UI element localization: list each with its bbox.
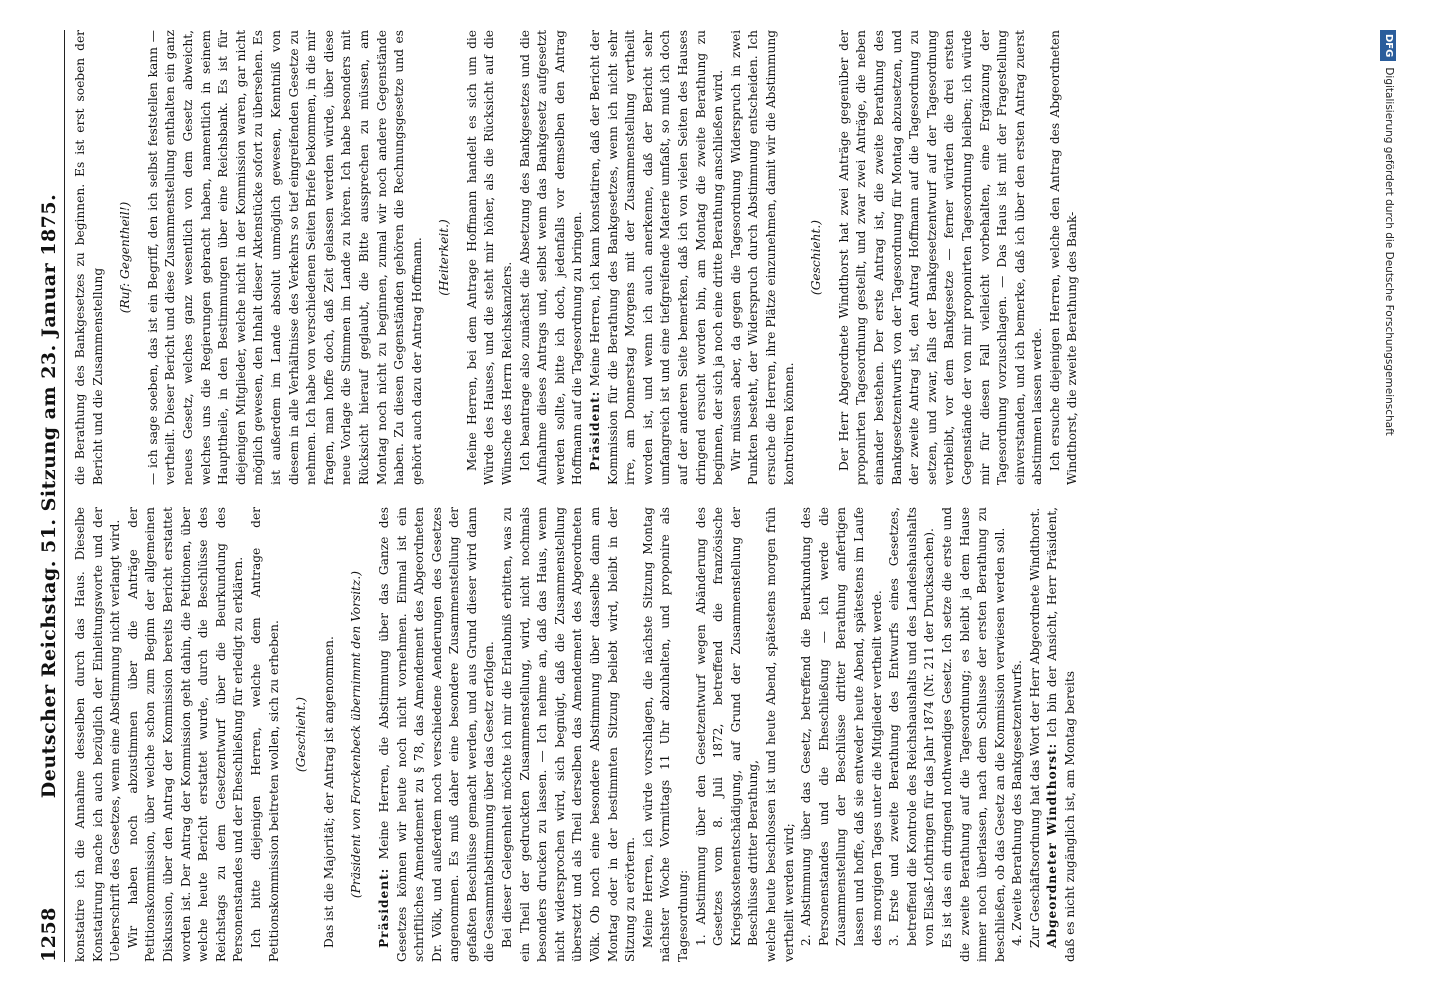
paragraph: Der Herr Abgeordnete Windthorst hat zwei Anträge gegenüber der proponirten Tagesordnung gestellt, und zwar zwei Anträge, die neben einander bestehen. Der erste Antrag ist, die zweite Berathung des Bankgesetzentwurfs von der Tagesordnung für Montag abzusetzen, und der zweite Antrag ist, den Antrag Hoffmann auf die Tagesordnung zu setzen, und zwar, falls der Bankgesetzentwurf auf der Tagesordnung verbleibt, vor dem Bankgesetze — ferner würden die drei ersten Gegenstände der von mir proponirten Tagesordnung bleiben; ich würde mir für diesen Fall vielleicht vorbehalten, eine Ergänzung der Tagesordnung vorzuschlagen. — Das Haus ist mit der Fragestellung einverstanden, und ich bemerke, daß ich über den ersten Antrag zuerst abstimmen lassen werde.	[836, 30, 1045, 485]
paragraph: Ich beantrage also zunächst die Absetzung des Bankgesetzes und die Aufnahme dieses Antrags und, selbst wenn das Bankgesetz aufgesetzt werden sollte, bitte ich doch, jedenfalls vor demselben den Antrag Hoffmann auf die Tagesordnung zu bringen.	[517, 30, 585, 485]
paragraph	[376, 507, 499, 962]
paragraph: Wir müssen aber, da gegen die Tagesordnung Widerspruch in zwei Punkten besteht, der Widerspruch durch Abstimmung entscheiden. Ich ersuche die Herren, ihre Plätze einzunehmen, damit wir die Abstimmung kontroliren können.	[728, 30, 796, 485]
paragraph: konstatire ich die Annahme desselben durch das Haus. Dieselbe Konstatirung mache ich auch bezüglich der Einleitungsworte und der Ueberschrift des Gesetzes, wenn eine Abstimmung nicht verlangt wird.	[73, 507, 123, 962]
agenda-item: 1. Abstimmung über den Gesetzentwurf wegen Abänderung des Gesetzes vom 8. Juli 1872, betreffend die französische Kriegskostenentschädigung, auf Grund der Zusammenstellung der Beschlüsse dritter Berathung,	[693, 507, 761, 946]
paragraph: Wir haben noch abzustimmen über die Anträge der Petitionskommission, über welche schon zum Beginn der allgemeinen Diskussion, über den Antrag der Kommission bereits Bericht erstattet worden ist. Der Antrag der Kommission geht dahin, die Petitionen, über welche heute Bericht erstattet wurde, durch die Beschlüsse des Reichstags zu dem Gesetzentwurf über die Beurkundung des Personenstandes und der Eheschließung für erledigt zu erklären.	[125, 507, 246, 962]
paragraph: die Berathung des Bankgesetzes zu beginnen. Es ist erst soeben der Bericht und die Zusammenstellung	[73, 30, 105, 485]
paragraph: Zur Geschäftsordnung hat das Wort der Herr Abgeordnete Windthorst.	[1027, 507, 1042, 948]
remark: (Geschieht.)	[294, 696, 309, 773]
speech-text: Meine Herren, ich kann konstatiren, daß der Bericht der Kommission für die Berathung des Bankgesetzes, wenn ich nicht sehr irre, am Donnerstag Morgens mit der Zusammenstellung vertheilt worden ist, und wenn ich auch anerkenne, daß der Bericht sehr umfangreich ist und eine tiefgreifende Materie umfaßt, so muß ich doch auf der anderen Seite bemerken, daß ich von vielen Seiten des Hauses dringend ersucht worden bin, am Montag die zweite Berathung zu beginnen, der sich ja noch eine dritte Berathung anschließen wird.	[588, 30, 726, 485]
paragraph: Meine Herren, bei dem Antrage Hoffmann handelt es sich um die Würde des Hauses, und die steht mir höher, als die Rücksicht auf die Wünsche des Herrn Reichskanzlers.	[464, 30, 515, 485]
remark: (Ruf: Gegentheil!)	[118, 201, 133, 314]
paragraph	[587, 30, 728, 485]
right-column	[72, 30, 1370, 485]
speaker-name: Präsident:	[588, 390, 603, 471]
page-title: Deutscher Reichstag. 51. Sitzung am 23. Januar 1875.	[38, 193, 60, 799]
dfg-logo: DFG	[1380, 30, 1396, 61]
remark: (Geschieht.)	[809, 219, 824, 296]
page-number: 1258	[38, 907, 60, 962]
paragraph	[1044, 507, 1079, 962]
credit-text-row	[1379, 30, 1399, 970]
credit-text: Digitalisierung gefördert durch die Deutsche Forschungsgemeinschaft	[1383, 67, 1395, 436]
agenda-item: 2. Abstimmung über das Gesetz, betreffend die Beurkundung des Personenstandes und die Eheschließung — ich werde die Zusammenstellung der Beschlüsse dritter Berathung anfertigen lassen und hoffe, daß sie entweder heute Abend, spätestens im Laufe des morgigen Tages unter die Mitglieder vertheilt werde.	[799, 507, 884, 946]
paragraph: Meine Herren, ich würde vorschlagen, die nächste Sitzung Montag nächster Woche Vormittags 11 Uhr abzuhalten, und proponire als Tagesordnung:	[640, 507, 690, 962]
remark: (Präsident von Forckenbeck übernimmt den Vorsitz.)	[349, 570, 364, 899]
digitization-credit	[1379, 30, 1399, 970]
paragraph: — ich sage soeben, das ist ein Begriff, den ich selbst feststellen kann — vertheilt. Dieser Bericht und diese Zusammenstellung enthalten ein ganz neues Gesetz, welches ganz wesentlich von dem Gesetz abweicht, welches uns die Regierungen gebracht haben, namentlich in seinem Haupttheile, in den Bestimmungen über eine Reichsbank. Es ist für diejenigen Mitglieder, welche nicht in der Kommission waren, gar nicht möglich gewesen, den Inhalt dieser Aktenstücke sofort zu übersehen. Es ist außerdem im Lande absolut unmöglich gewesen, Kenntniß von diesem in alle Verhältnisse des Verkehrs so tief eingreifenden Gesetze zu nehmen. Ich habe von verschiedenen Seiten Briefe bekommen, in die mir fragen, man hoffe doch, daß Zeit gelassen werden würde, über diese neue Vorlage die Stimmen im Lande zu hören. Ich habe besonders mit Rücksicht hierauf geglaubt, die Bitte aussprechen zu müssen, am Montag noch nicht zu beginnen, zumal wir noch andere Gegenstände haben. Zu diesen Gegenständen gehören die Rechnungsgesetze und es gehört auch dazu der Antrag Hoffmann.	[145, 30, 424, 485]
paragraph: Ich bitte diejenigen Herren, welche dem Antrage der Petitionskommission beitreten wollen, sich zu erheben.	[248, 507, 281, 962]
speech-text: Meine Herren, die Abstimmung über das Ganze des Gesetzes können wir heute noch nicht vornehmen. Einmal ist ein schriftliches Amendement zu § 78, das Amendement des Abgeordneten Dr. Völk, und außerdem noch verschiedene Aenderungen des Gesetzes angenommen. Es muß daher eine besondere Zusammenstellung der gefaßten Beschlüsse gemacht werden, und aus Grund dieser wird dann die Gesammtabstimmung über das Gesetz erfolgen.	[376, 507, 497, 962]
paragraph: welche heute beschlossen ist und heute Abend, spätestens morgen früh vertheilt werden wird;	[763, 507, 796, 962]
remark: (Heiterkeit.)	[437, 219, 452, 296]
left-column	[72, 507, 1370, 962]
agenda-item: 4. Zweite Berathung des Bankgesetzentwurfs.	[1010, 660, 1025, 946]
speaker-name: Abgeordneter Windthorst:	[1045, 742, 1060, 948]
speech-text: Ich bin der Ansicht, Herr Präsident, daß es nicht zugänglich ist, am Montag bereits	[1045, 507, 1078, 962]
page-header	[30, 30, 65, 962]
agenda-item: 3. Erste und zweite Berathung des Entwurfs eines Gesetzes, betreffend die Kontrole des Reichshaushalts und des Landeshaushalts von Elsaß-Lothringen für das Jahr 1874 (Nr. 211 der Drucksachen).	[887, 507, 937, 946]
paragraph: Das ist die Majorität; der Antrag ist angenommen.	[321, 636, 336, 948]
paragraph: Bei dieser Gelegenheit möchte ich mir die Erlaubniß erbitten, was zu ein Theil der gedruckten Zusammenstellung, wird, nicht nochmals besonders drucken zu lassen. — Ich nehme an, daß das Haus, wenn nicht widersprochen wird, sich begnügt, daß die Zusammenstellung übersetzt und als Theil derselben das Amendement des Abgeordneten Völk. Ob noch eine besondere Abstimmung über dasselbe dann am Montag oder in der bestimmten Sitzung beliebt wird, bleibt in der Sitzung zu erörtern.	[500, 507, 638, 962]
text-columns	[72, 30, 1370, 962]
paragraph: Ich ersuche diejenigen Herren, welche den Antrag des Abgeordneten Windthorst, die zweite Berathung des Bank-	[1047, 30, 1080, 485]
speaker-name: Präsident:	[376, 867, 391, 948]
paragraph: Es ist das ein dringend nothwendiges Gesetz. Ich setze die erste und die zweite Berathung auf die Tagesordnung; es bleibt ja dem Hause immer noch überlassen, nach dem Schlusse der ersten Berathung zu beschließen, ob das Gesetz an die Kommission verwiesen werden soll.	[939, 507, 1007, 962]
